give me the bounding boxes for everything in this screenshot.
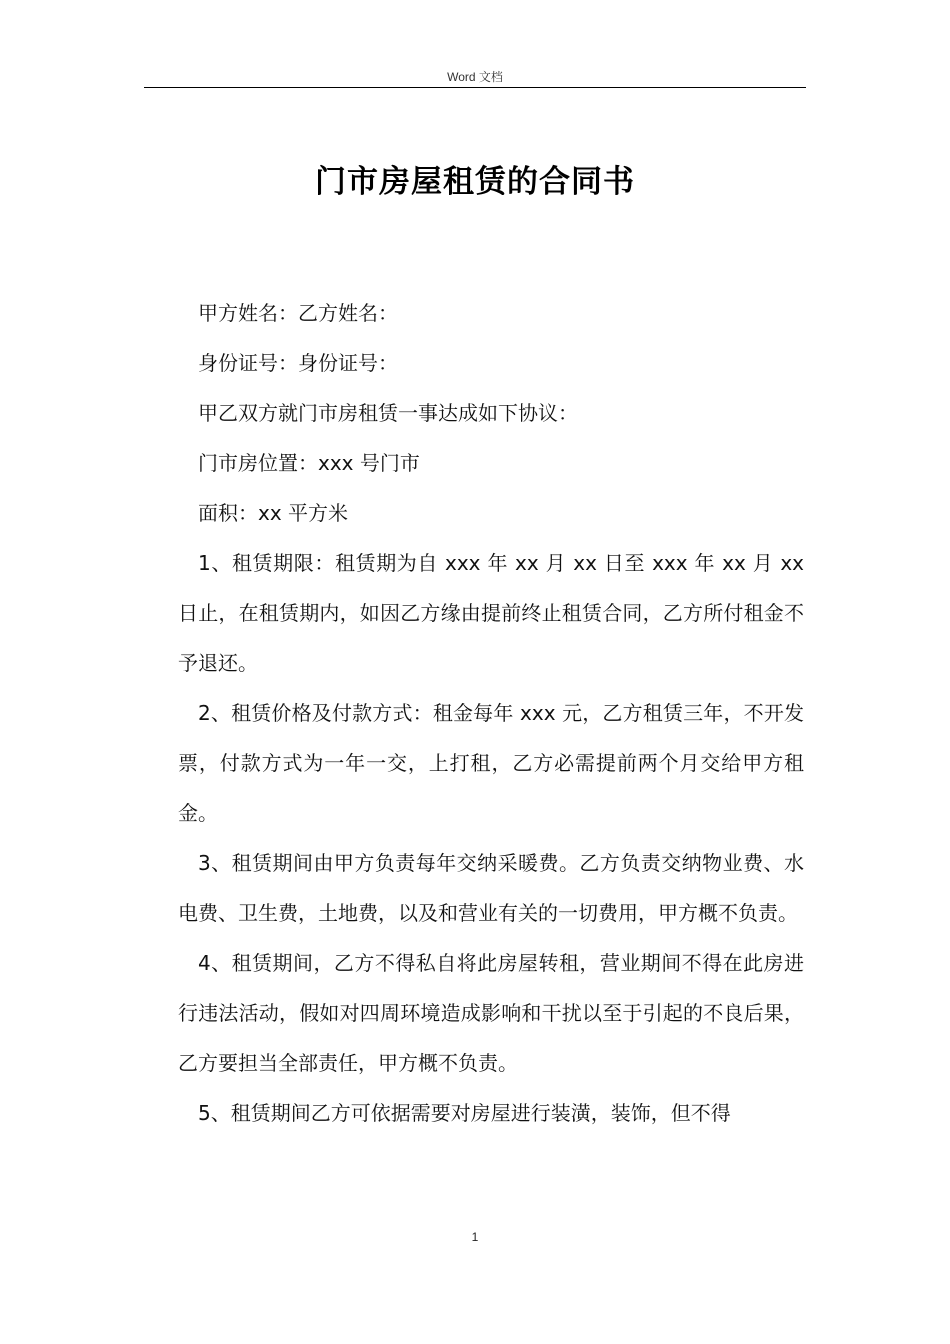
document-title: 门市房屋租赁的合同书: [315, 164, 635, 200]
paragraph-agreement-intro: 甲乙双方就门市房租赁一事达成如下协议：: [198, 401, 578, 425]
paragraph-clause-1: 1、租赁期限：租赁期为自 xxx 年 xx 月 xx 日至 xxx 年 xx 月 xx 日止，在租赁期内，如因乙方缘由提前终止租赁合同，乙方所付租金不予退还。: [178, 551, 804, 675]
header-divider: [144, 87, 806, 88]
page-header: Word 文档: [447, 70, 503, 84]
paragraph-clause-5: 5、租赁期间乙方可依据需要对房屋进行装潢，装饰，但不得: [198, 1101, 731, 1125]
paragraph-area: 面积：xx 平方米: [198, 501, 349, 525]
paragraph-clause-3: 3、租赁期间由甲方负责每年交纳采暖费。乙方负责交纳物业费、水电费、卫生费，土地费，以及和营业有关的一切费用，甲方概不负责。: [178, 851, 804, 925]
paragraph-clause-2: 2、租赁价格及付款方式：租金每年 xxx 元，乙方租赁三年，不开发票，付款方式为一年一交，上打租，乙方必需提前两个月交给甲方租金。: [178, 701, 804, 825]
document-body: [178, 288, 804, 1138]
paragraph-party-names: 甲方姓名：乙方姓名：: [198, 301, 398, 325]
paragraph-id-numbers: 身份证号：身份证号：: [198, 351, 398, 375]
paragraph-clause-4: 4、租赁期间，乙方不得私自将此房屋转租，营业期间不得在此房进行违法活动，假如对四周环境造成影响和干扰以至于引起的不良后果，乙方要担当全部责任，甲方概不负责。: [178, 951, 804, 1075]
page-number: 1: [471, 1230, 479, 1244]
paragraph-location: 门市房位置：xxx 号门市: [198, 451, 420, 475]
